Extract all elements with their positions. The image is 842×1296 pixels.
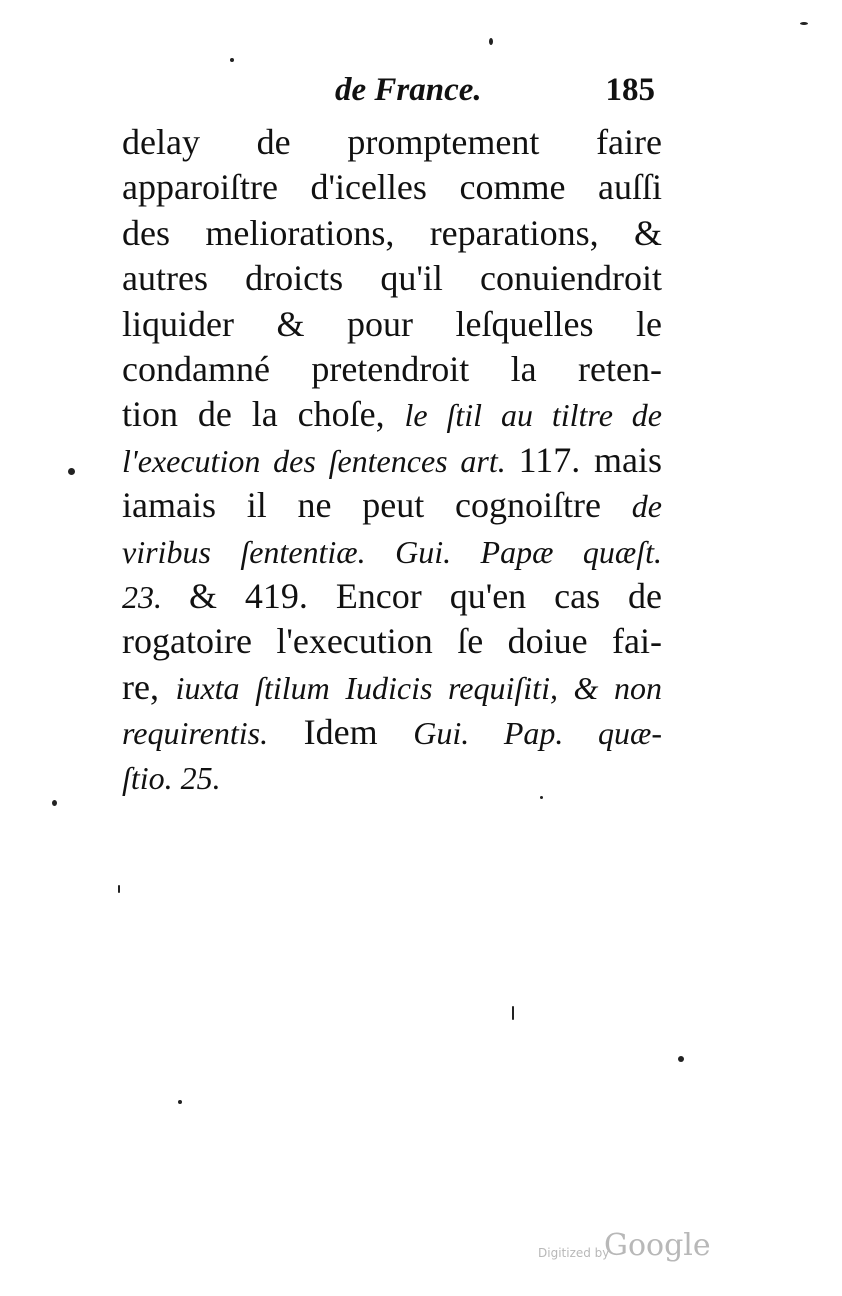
roman-segment: tion de la choſe,	[122, 394, 405, 435]
text-line	[122, 529, 662, 574]
digitized-watermark	[538, 1228, 718, 1268]
text-line	[122, 302, 662, 347]
scan-speck	[118, 885, 120, 893]
scan-speck	[540, 796, 543, 799]
page-number: 185	[605, 72, 655, 108]
italic-segment: de	[631, 488, 662, 525]
scan-speck	[68, 468, 75, 475]
text-line	[122, 710, 662, 755]
italic-segment: iuxta ſtilum Iudicis requiſiti, & non	[175, 669, 662, 706]
italic-segment: l'execution des ſentences art.	[122, 442, 519, 479]
italic-segment: ſtio. 25.	[122, 760, 221, 797]
roman-segment: & 419. Encor qu'en cas de	[188, 575, 662, 616]
roman-segment: iamais il ne peut cognoiſtre	[122, 485, 632, 526]
scan-speck	[800, 22, 808, 25]
text-line	[122, 483, 662, 528]
text-line	[122, 120, 662, 165]
text-line	[122, 347, 662, 392]
roman-segment: Idem	[268, 712, 414, 753]
roman-segment: condamné pretendroit la reten-	[122, 348, 662, 389]
text-line	[122, 574, 662, 619]
italic-segment: viribus ſententiæ. Gui. Papæ quæſt.	[122, 533, 662, 570]
watermark-brand: Google	[604, 1228, 711, 1263]
roman-segment: rogatoire l'execution ſe doiue fai-	[122, 621, 662, 662]
roman-segment: 117. mais	[518, 439, 663, 480]
italic-segment: le ſtil au tiltre de	[404, 397, 662, 434]
italic-segment: 23.	[122, 578, 189, 615]
scan-speck	[230, 58, 234, 62]
text-line	[122, 165, 662, 210]
roman-segment: re,	[122, 666, 176, 707]
roman-segment: delay de promptement faire	[122, 122, 662, 162]
roman-segment: autres droicts qu'il conuiendroit	[122, 258, 662, 299]
text-line	[122, 211, 662, 256]
text-line	[122, 438, 662, 483]
roman-segment: liquider & pour leſquelles le	[122, 303, 662, 344]
scan-speck	[678, 1056, 684, 1062]
text-line	[122, 755, 662, 800]
scan-speck	[489, 38, 493, 45]
text-line	[122, 392, 662, 437]
italic-segment: Gui. Pap. quæ-	[413, 715, 663, 752]
roman-segment: apparoiſtre d'icelles comme auſſi	[122, 167, 662, 208]
header-title: de France.	[335, 72, 482, 108]
scan-speck	[178, 1100, 182, 1104]
italic-segment: requirentis.	[122, 715, 269, 752]
scan-speck	[512, 1006, 514, 1020]
roman-segment: des meliorations, reparations, &	[122, 212, 662, 253]
scan-speck	[52, 800, 57, 806]
body-text	[122, 120, 662, 801]
text-line	[122, 619, 662, 664]
text-line	[122, 665, 662, 710]
text-line	[122, 256, 662, 301]
running-header	[335, 72, 665, 116]
watermark-prefix: Digitized by	[538, 1246, 610, 1260]
